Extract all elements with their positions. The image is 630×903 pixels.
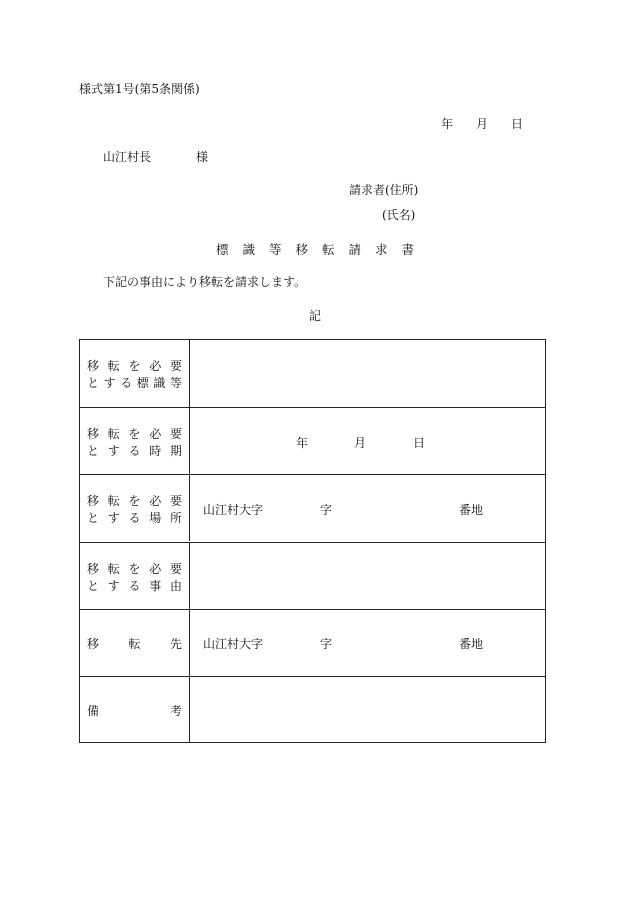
label-char: を bbox=[128, 562, 141, 576]
label-line bbox=[87, 509, 182, 526]
table-row-remarks bbox=[80, 676, 545, 742]
requester-name-label: (氏名) bbox=[382, 208, 416, 222]
label-char: す bbox=[107, 444, 120, 458]
ki-heading: 記 bbox=[308, 309, 321, 323]
label-char: す bbox=[107, 511, 120, 525]
timing-value-cell[interactable] bbox=[190, 408, 545, 474]
destination-value-cell[interactable] bbox=[190, 610, 545, 676]
date-year-label: 年 bbox=[441, 117, 454, 131]
label-char: を bbox=[128, 359, 141, 373]
label-char: 要 bbox=[169, 562, 182, 576]
label-line bbox=[87, 425, 182, 442]
table-row-destination bbox=[80, 609, 545, 676]
reason-value-cell[interactable] bbox=[190, 543, 545, 609]
label-char: 識 bbox=[153, 376, 166, 390]
intro-text: 下記の事由により移転を請求します。 bbox=[103, 275, 307, 289]
request-form-table bbox=[79, 339, 546, 743]
timing-day-label: 日 bbox=[413, 436, 426, 450]
label-line bbox=[87, 357, 182, 374]
label-char: 考 bbox=[169, 704, 182, 718]
label-line bbox=[87, 577, 182, 594]
location-village-label: 山江村大字 bbox=[203, 503, 264, 517]
label-char: と bbox=[87, 376, 100, 390]
destination-banchi-label: 番地 bbox=[459, 637, 484, 651]
label-cell bbox=[80, 677, 190, 742]
label-char: 転 bbox=[107, 427, 120, 441]
label-char: 等 bbox=[169, 376, 182, 390]
label-char: 時 bbox=[149, 444, 162, 458]
label-char: す bbox=[107, 579, 120, 593]
label-char: 必 bbox=[149, 427, 162, 441]
label-char: と bbox=[87, 444, 100, 458]
label-char: 移 bbox=[87, 427, 100, 441]
label-line bbox=[87, 635, 182, 652]
destination-village-label: 山江村大字 bbox=[203, 637, 264, 651]
label-line bbox=[87, 374, 182, 391]
label-char: 事 bbox=[149, 579, 162, 593]
location-aza-label: 字 bbox=[320, 503, 333, 517]
requester-address-label: 請求者(住所) bbox=[349, 183, 419, 197]
label-cell bbox=[80, 543, 190, 609]
label-char: と bbox=[87, 511, 100, 525]
timing-month-label: 月 bbox=[354, 436, 367, 450]
label-char: を bbox=[128, 427, 141, 441]
label-line bbox=[87, 560, 182, 577]
label-char: 転 bbox=[128, 637, 141, 651]
label-char: 要 bbox=[169, 359, 182, 373]
remarks-value-cell[interactable] bbox=[190, 677, 545, 742]
label-cell bbox=[80, 475, 190, 541]
document-title: 標識等移転請求書 bbox=[215, 242, 428, 257]
label-char: 転 bbox=[107, 494, 120, 508]
label-char: 標 bbox=[136, 376, 149, 390]
label-char: 所 bbox=[169, 511, 182, 525]
label-char: 転 bbox=[107, 359, 120, 373]
label-char: る bbox=[128, 579, 141, 593]
table-row-reason bbox=[80, 542, 545, 609]
label-cell bbox=[80, 408, 190, 474]
table-row-sign bbox=[80, 340, 545, 407]
label-char: 移 bbox=[87, 637, 100, 651]
label-char: と bbox=[87, 579, 100, 593]
table-row-location bbox=[80, 474, 545, 541]
label-char: 必 bbox=[149, 562, 162, 576]
label-line bbox=[87, 702, 182, 719]
timing-year-label: 年 bbox=[296, 436, 309, 450]
label-char: る bbox=[128, 511, 141, 525]
destination-aza-label: 字 bbox=[320, 637, 333, 651]
label-char: 期 bbox=[169, 444, 182, 458]
location-value-cell[interactable] bbox=[190, 475, 545, 541]
label-cell bbox=[80, 340, 190, 407]
label-cell bbox=[80, 610, 190, 676]
label-char: 移 bbox=[87, 359, 100, 373]
label-char: 要 bbox=[169, 427, 182, 441]
addressee: 山江村長 bbox=[103, 150, 152, 164]
date-month-label: 月 bbox=[476, 117, 489, 131]
label-char: 由 bbox=[169, 579, 182, 593]
label-char: を bbox=[128, 494, 141, 508]
label-char: 要 bbox=[169, 494, 182, 508]
label-char: 場 bbox=[149, 511, 162, 525]
label-char: 移 bbox=[87, 562, 100, 576]
label-char: 移 bbox=[87, 494, 100, 508]
label-line bbox=[87, 492, 182, 509]
table-row-timing bbox=[80, 407, 545, 474]
label-line bbox=[87, 442, 182, 459]
label-char: る bbox=[120, 376, 133, 390]
label-char: 備 bbox=[87, 704, 100, 718]
location-banchi-label: 番地 bbox=[459, 503, 484, 517]
label-char: 必 bbox=[149, 494, 162, 508]
label-char: 必 bbox=[149, 359, 162, 373]
label-char: る bbox=[128, 444, 141, 458]
label-char: 転 bbox=[107, 562, 120, 576]
form-number: 様式第1号(第5条関係) bbox=[79, 82, 200, 96]
date-day-label: 日 bbox=[511, 117, 524, 131]
addressee-honorific: 様 bbox=[196, 150, 209, 164]
sign-value-cell[interactable] bbox=[190, 340, 545, 407]
label-char: 先 bbox=[169, 637, 182, 651]
label-char: す bbox=[103, 376, 116, 390]
